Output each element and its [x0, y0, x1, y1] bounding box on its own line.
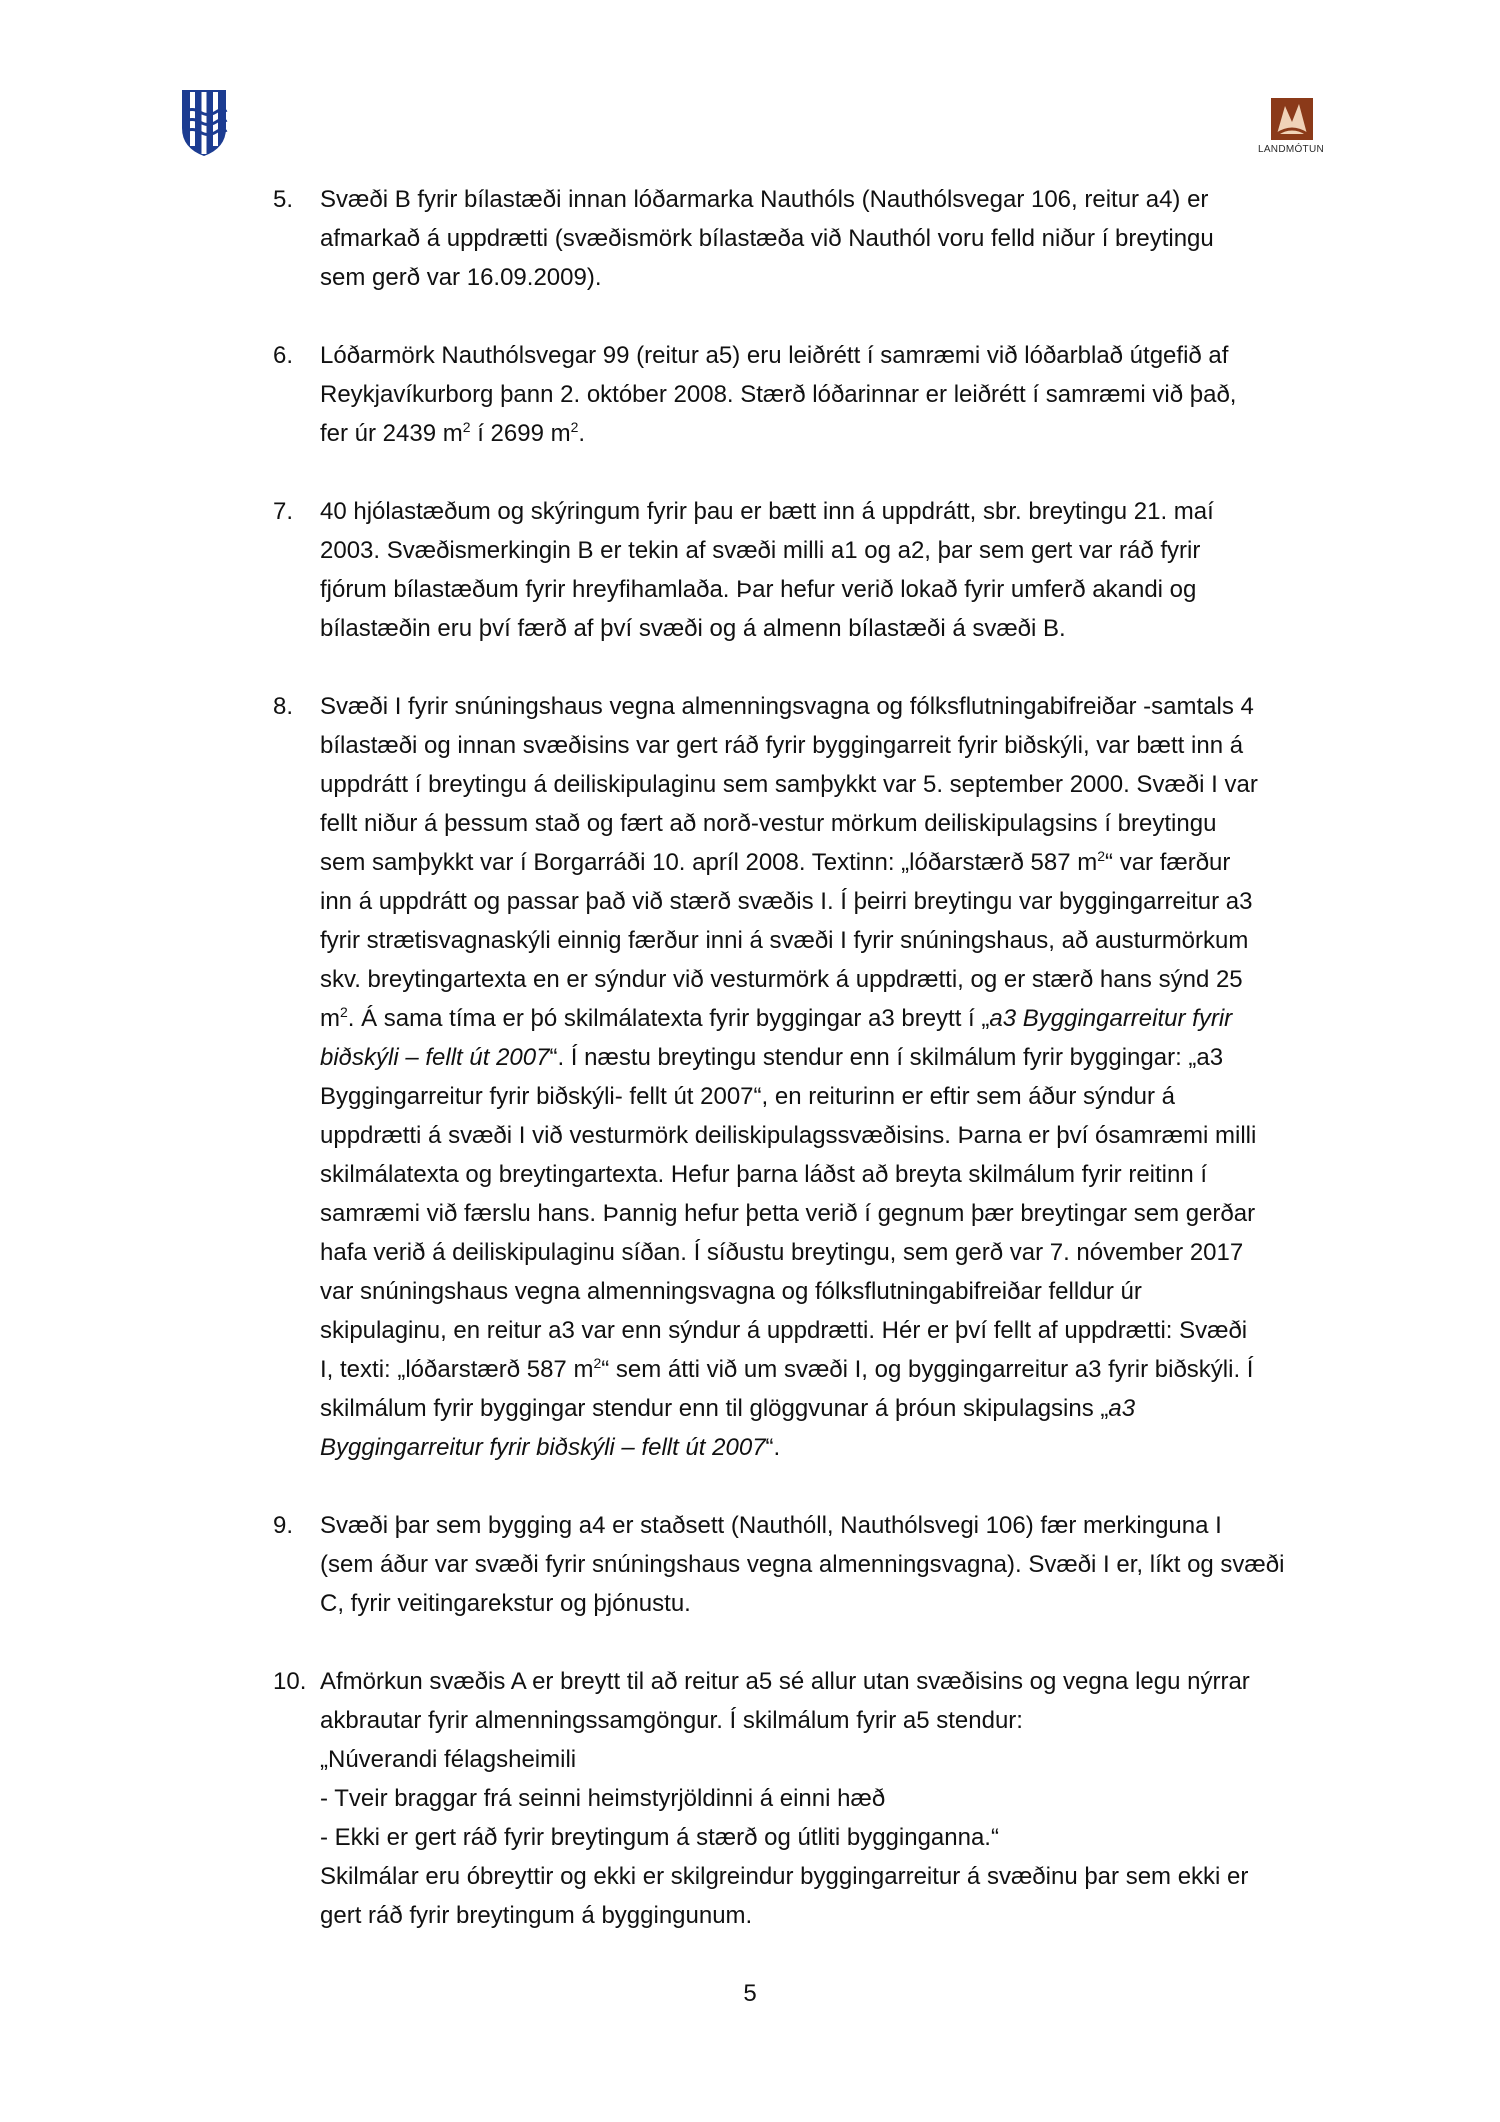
text-line: sem samþykkt var í Borgarráði 10. apríl 2008. Textinn: „lóðarstærð 587 $m^2“$ var færður: [320, 848, 1231, 876]
text-line: Byggingarreitur fyrir biðskýli- fellt út 2007“, en reiturinn er eftir sem áður sýndur á: [320, 1083, 1176, 1110]
text-line: fjórum bílastæðum fyrir hreyfihamlaða. Þar hefur verið lokað fyrir umferð akandi og: [320, 576, 1197, 603]
list-item-8: [273, 687, 1333, 1467]
item-number: 9.: [273, 1512, 294, 1539]
text-line: 2003. Svæðismerkingin B er tekin af svæði milli a1 og a2, þar sem gert var ráð fyrir: [320, 537, 1201, 564]
text-line: biðskýli – fellt út 2007“. Í næstu breytingu stendur enn í skilmálum fyrir byggingar: „a3: [320, 1044, 1224, 1071]
text-line: inn á uppdrátt og passar það við stærð svæðis I. Í þeirri breytingu var byggingarreitur a3: [320, 888, 1253, 915]
list-item-10: [273, 1662, 1333, 1935]
list-item-9: [273, 1506, 1333, 1623]
text-line: bílastæði og innan svæðisins var gert ráð fyrir byggingarreit fyrir biðskýli, var bætt inn á: [320, 732, 1244, 759]
list-item-6: [273, 336, 1333, 453]
item-number: 10.: [273, 1668, 307, 1695]
list-item-7: [273, 492, 1333, 648]
reykjavik-coat-of-arms-icon: [180, 88, 228, 158]
text-line: skipulaginu, en reitur a3 var enn sýndur á uppdrætti. Hér er því fellt af uppdrætti: Svæði: [320, 1317, 1248, 1344]
text-line: Skilmálar eru óbreyttir og ekki er skilgreindur byggingarreitur á svæðinu þar sem ekki er: [320, 1863, 1249, 1890]
text-line: bílastæðin eru því færð af því svæði og á almenn bílastæði á svæði B.: [320, 615, 1066, 642]
numbered-list: [273, 180, 1333, 1935]
landmotun-brand-text: LANDMÓTUN: [1257, 144, 1325, 155]
item-number: 7.: [273, 498, 294, 525]
text-line: fer úr 2439 $m^2$ í 2699 $m^2$.: [320, 419, 586, 447]
text-line: (sem áður var svæði fyrir snúningshaus vegna almenningsvagna). Svæði I er, líkt og svæði: [320, 1551, 1285, 1578]
text-line: $m^2$. Á sama tíma er þó skilmálatexta fyrir byggingar a3 breytt í „a3 Byggingarreitur fyrir: [320, 1004, 1233, 1032]
text-line: fyrir strætisvagnaskýli einnig færður inni á svæði I fyrir snúningshaus, að austurmörkum: [320, 927, 1249, 954]
item-number: 6.: [273, 342, 294, 369]
text-line: uppdrátt í breytingu á deiliskipulaginu sem samþykkt var 5. september 2000. Svæði I var: [320, 771, 1258, 798]
text-line: Svæði B fyrir bílastæði innan lóðarmarka Nauthóls (Nauthólsvegar 106, reitur a4) er: [320, 186, 1209, 213]
text-line: Byggingarreitur fyrir biðskýli – fellt út 2007“.: [320, 1434, 781, 1461]
text-line: uppdrætti á svæði I við vesturmörk deiliskipulagssvæðisins. Þarna er því ósamræmi milli: [320, 1122, 1257, 1149]
text-line: skilmálatexta og breytingartexta. Hefur þarna láðst að breyta skilmálum fyrir reitinn í: [320, 1161, 1208, 1188]
text-line: C, fyrir veitingarekstur og þjónustu.: [320, 1590, 691, 1617]
text-line: 40 hjólastæðum og skýringum fyrir þau er bætt inn á uppdrátt, sbr. breytingu 21. maí: [320, 498, 1214, 525]
text-line: - Ekki er gert ráð fyrir breytingum á stærð og útliti bygginganna.“: [320, 1824, 999, 1851]
landmotun-mark-icon: [1255, 96, 1327, 142]
text-line: afmarkað á uppdrætti (svæðismörk bílastæða við Nauthól voru felld niður í breytingu: [320, 225, 1214, 252]
text-line: skv. breytingartexta en er sýndur við vesturmörk á uppdrætti, og er stærð hans sýnd 25: [320, 966, 1243, 993]
text-line: skilmálum fyrir byggingar stendur enn til glöggvunar á þróun skipulagsins „a3: [320, 1395, 1136, 1422]
text-line: - Tveir braggar frá seinni heimstyrjöldinni á einni hæð: [320, 1785, 886, 1812]
text-line: gert ráð fyrir breytingum á byggingunum.: [320, 1902, 753, 1929]
text-line: Reykjavíkurborg þann 2. október 2008. Stærð lóðarinnar er leiðrétt í samræmi við það,: [320, 381, 1237, 408]
text-line: Svæði þar sem bygging a4 er staðsett (Nauthóll, Nauthólsvegi 106) fær merkinguna I: [320, 1512, 1222, 1539]
page-number: 5: [743, 1980, 757, 2007]
text-line: sem gerð var 16.09.2009).: [320, 264, 602, 291]
item-number: 8.: [273, 693, 294, 720]
document-body: [273, 180, 1333, 1974]
text-line: fellt niður á þessum stað og fært að norð-vestur mörkum deiliskipulagsins í breytingu: [320, 810, 1217, 837]
landmotun-logo: [1255, 96, 1327, 160]
item-number: 5.: [273, 186, 294, 213]
text-line: samræmi við færslu hans. Þannig hefur þetta verið í gegnum þær breytingar sem gerðar: [320, 1200, 1256, 1227]
text-line: Svæði I fyrir snúningshaus vegna almenningsvagna og fólksflutningabifreiðar -samtals 4: [320, 693, 1254, 720]
text-line: „Núverandi félagsheimili: [320, 1746, 577, 1773]
text-line: Afmörkun svæðis A er breytt til að reitur a5 sé allur utan svæðisins og vegna legu nýrrar: [320, 1668, 1250, 1695]
text-line: hafa verið á deiliskipulaginu síðan. Í síðustu breytingu, sem gerð var 7. nóvember 2017: [320, 1239, 1244, 1266]
text-line: akbrautar fyrir almenningssamgöngur. Í skilmálum fyrir a5 stendur:: [320, 1707, 1023, 1734]
text-line: var snúningshaus vegna almenningsvagna og fólksflutningabifreiðar felldur úr: [320, 1278, 1142, 1305]
text-line: Lóðarmörk Nauthólsvegar 99 (reitur a5) eru leiðrétt í samræmi við lóðarblað útgefið af: [320, 342, 1229, 369]
list-item-5: [273, 180, 1333, 297]
text-line: I, texti: „lóðarstærð 587 $m^2“$ sem átti við um svæði I, og byggingarreitur a3 fyrir biðskýli. Í: [320, 1355, 1254, 1383]
